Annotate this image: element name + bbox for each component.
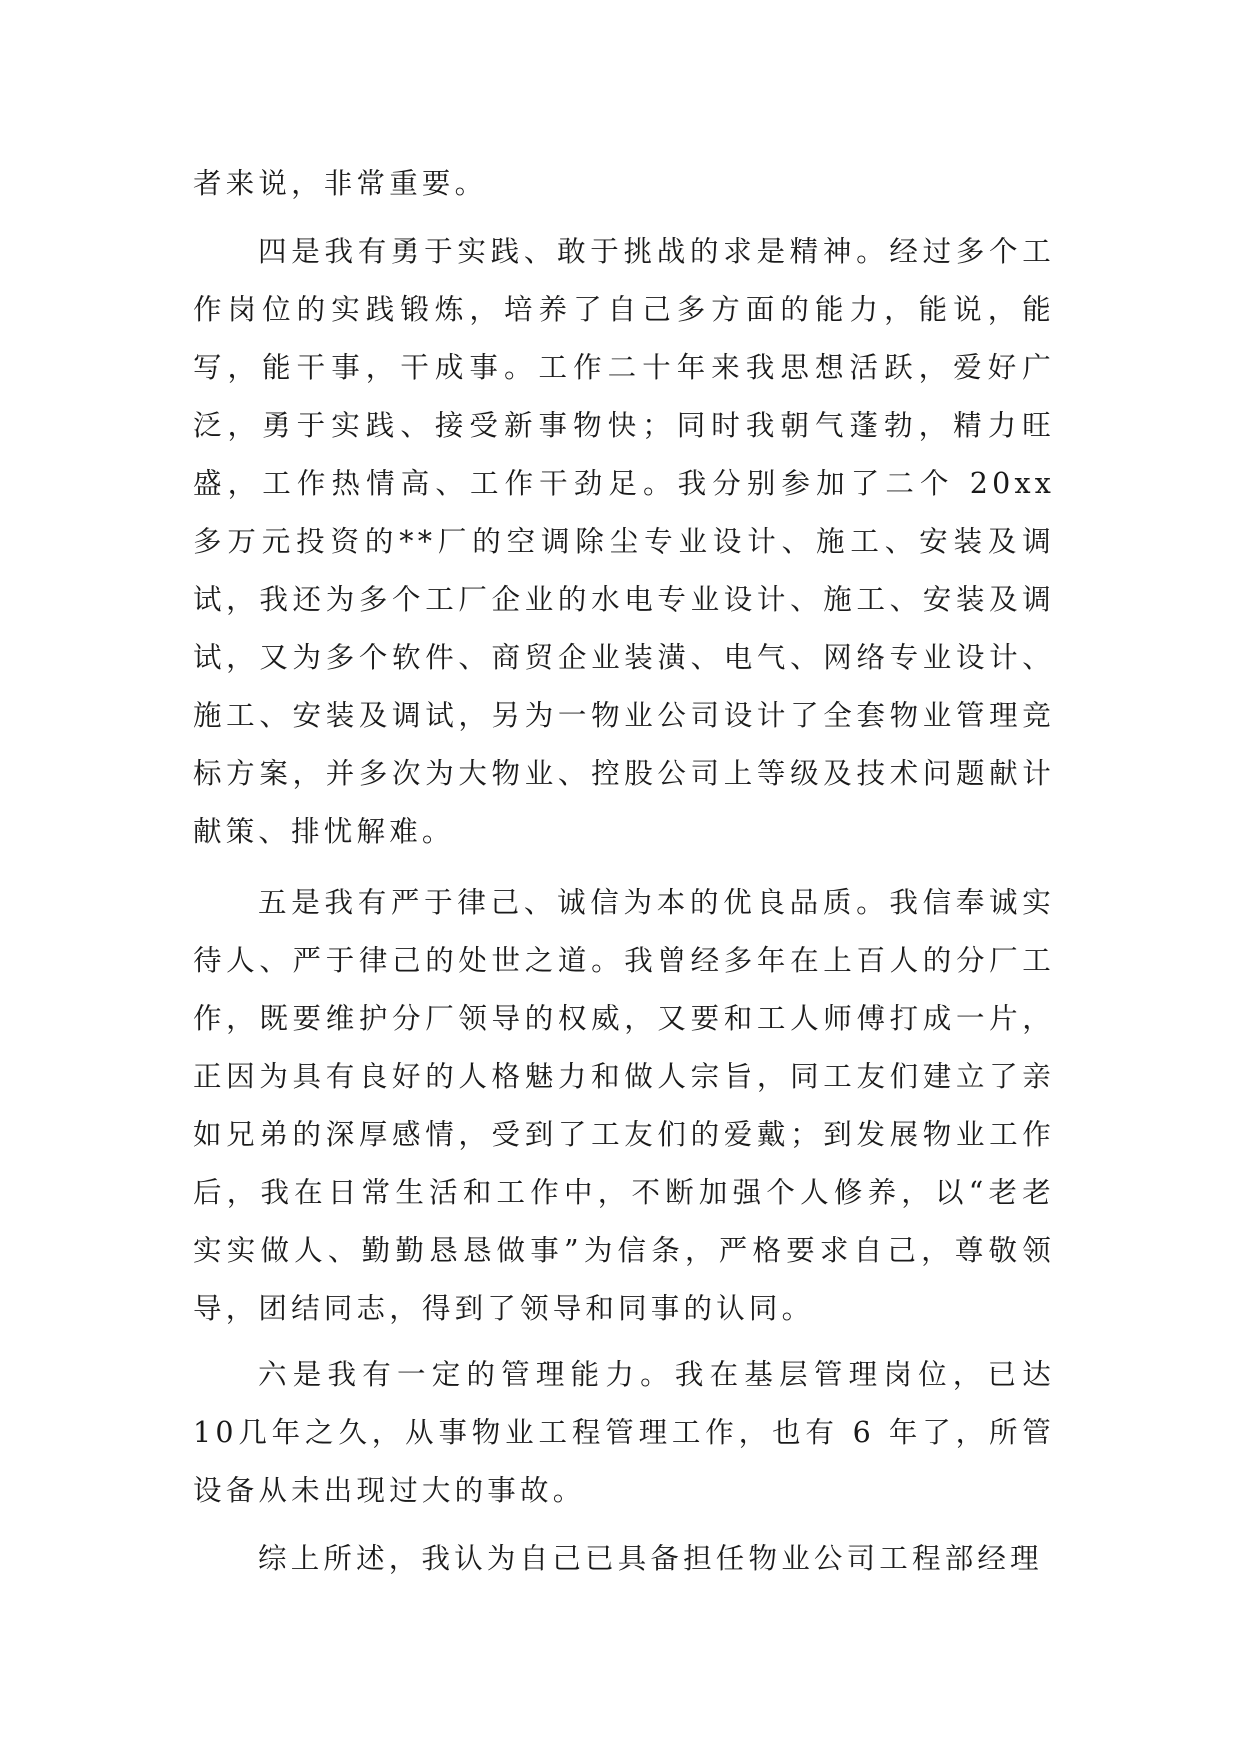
paragraph-five: 五是我有严于律己、诚信为本的优良品质。我信奉诚实待人、严于律己的处世之道。我曾经多年在上百人的分厂工作，既要维护分厂领导的权威，又要和工人师傅打成一片，正因为具有良好的人格魅力和做人宗旨，同工友们建立了亲如兄弟的深厚感情，受到了工友们的爱戴；到发展物业工作后，我在日常生活和工作中，不断加强个人修养，以“老老实实做人、勤勤恳恳做事”为信条，严格要求自己，尊敬领导，团结同志，得到了领导和同事的认同。	[193, 886, 1055, 1325]
paragraph-continuation: 者来说，非常重要。	[193, 167, 488, 200]
paragraph-four: 四是我有勇于实践、敢于挑战的求是精神。经过多个工作岗位的实践锻炼，培养了自己多方面的能力，能说，能写，能干事，干成事。工作二十年来我思想活跃，爱好广泛，勇于实践、接受新事物快；同时我朝气蓬勃，精力旺盛，工作热情高、工作干劲足。我分别参加了二个 20xx 多万元投资的**厂的空调除尘专业设计、施工、安装及调试，我还为多个工厂企业的水电专业设计、施工、安装及调试，又为多个软件、商贸企业装潢、电气、网络专业设计、施工、安装及调试，另为一物业公司设计了全套物业管理竞标方案，并多次为大物业、控股公司上等级及技术问题献计献策、排忧解难。	[193, 235, 1055, 848]
paragraph-six: 六是我有一定的管理能力。我在基层管理岗位，已达 10几年之久，从事物业工程管理工作，也有 6 年了，所管设备从未出现过大的事故。	[193, 1358, 1055, 1507]
document-body	[193, 155, 1055, 1588]
paragraph-summary: 综上所述，我认为自己已具备担任物业公司工程部经理	[258, 1542, 1043, 1575]
